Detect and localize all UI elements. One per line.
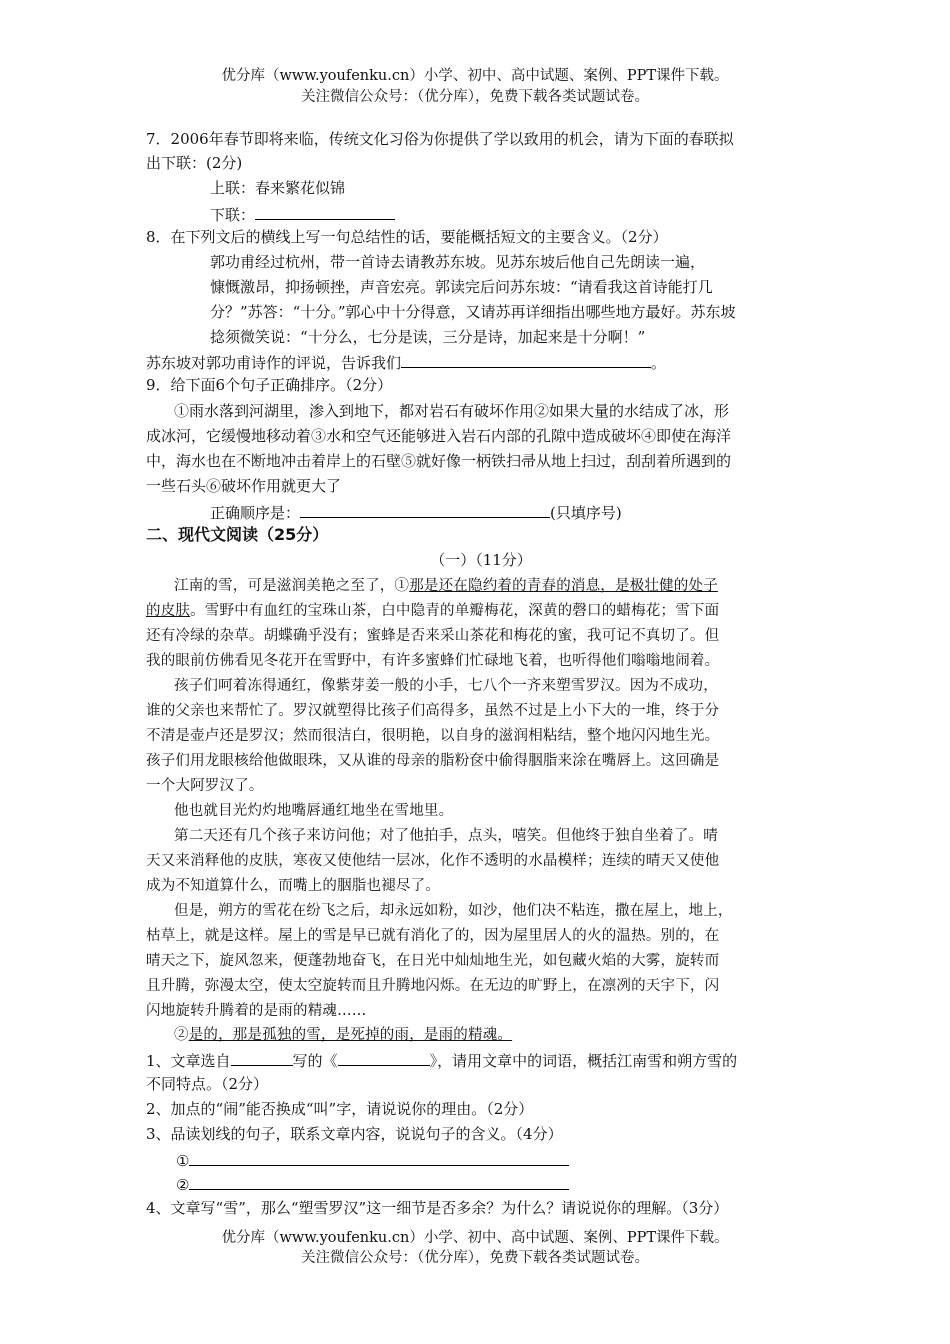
- q8-prompt: 8．在下列文后的横线上写一句总结性的话，要能概括短文的主要含义。（2分）: [146, 228, 668, 246]
- question1-line1: [146, 1047, 816, 1073]
- question3-marker2: ②: [176, 1176, 190, 1194]
- passage-line10: 他也就目光灼灼地嘴唇通红地坐在雪地里。: [174, 803, 454, 819]
- page-header-line2: 关注微信公众号：（优分库），免费下载各类试题试卷。: [301, 89, 649, 105]
- q8-answer-prefix: 苏东坡对郭功甫诗作的评说，告诉我们: [146, 354, 402, 372]
- q7-answer-blank[interactable]: [255, 201, 395, 220]
- section2-title: 二、现代文阅读（25分）: [146, 525, 329, 544]
- passage-line19-marker: ②: [174, 1027, 189, 1043]
- passage-line16: 晴天之下，旋风忽来，便蓬勃地奋飞，在日光中灿灿地生光，如包藏火焰的大雾，旋转而: [146, 953, 720, 969]
- q9-prompt: 9．给下面6个句子正确排序。（2分）: [146, 376, 393, 394]
- page-footer-line2: 关注微信公众号：（优分库），免费下载各类试题试卷。: [301, 1250, 649, 1266]
- passage-line12: 天又来消释他的皮肤，寒夜又使他结一层冰，化作不透明的水晶模样；连续的晴天又使他: [146, 853, 720, 869]
- q9-sentences-line4: 一些石头⑥破坏作用就更大了: [146, 477, 342, 495]
- question3-answer2-blank[interactable]: [189, 1171, 569, 1190]
- passage-line19: [174, 1023, 844, 1047]
- q7-lower-label: 下联：: [210, 206, 256, 224]
- q9-order-blank[interactable]: [300, 499, 550, 518]
- passage-line17: 且升腾，弥漫太空，使太空旋转而且升腾地闪烁。在无边的旷野上，在凛冽的天宇下，闪: [146, 978, 720, 994]
- q8-answer-suffix: 。: [651, 354, 667, 372]
- q9-sentences-line1: ①雨水落到河湖里，渗入到地下，都对岩石有破坏作用②如果大量的水结成了冰，形: [174, 402, 730, 420]
- passage-line5: 孩子们呵着冻得通红，像紫芽姜一般的小手，七八个一齐来塑雪罗汉。因为不成功，: [174, 678, 718, 694]
- question3: 3、品读划线的句子，联系文章内容，说说句子的含义。（4分）: [146, 1125, 563, 1143]
- passage-line6: 谁的父亲也来帮忙了。罗汉就塑得比孩子们高得多，虽然不过是上小下大的一堆，终于分: [146, 703, 720, 719]
- passage-line7: 不清是壶卢还是罗汉；然而很洁白，很明艳，以自身的滋润相粘结，整个地闪闪地生光。: [146, 728, 720, 744]
- q8-passage-line4: 捻须微笑说：“十分么，七分是读，三分是诗，加起来是十分啊！”: [210, 328, 646, 346]
- page-footer-line1: 优分库（www.youfenku.cn）小学、初中、高中试题、案例、PPT课件下载。: [221, 1230, 729, 1246]
- passage-line2-text: 。雪野中有血红的宝珠山茶，白中隐青的单瓣梅花，深黄的磬口的蜡梅花；雪下面: [190, 603, 720, 619]
- q7-lower-couplet: [210, 201, 880, 227]
- underlined-sentence-1b: 的皮肤: [146, 603, 191, 619]
- page-header-line1: 优分库（www.youfenku.cn）小学、初中、高中试题、案例、PPT课件下载。: [221, 68, 729, 84]
- question3-answer1-blank[interactable]: [189, 1147, 569, 1166]
- passage-line4: 我的眼前仿佛看见冬花开在雪野中，有许多蜜蜂们忙碌地飞着，也听得他们嗡嗡地闹着。: [146, 653, 720, 669]
- passage-line2: [146, 599, 816, 623]
- passage-line3: 还有冷绿的杂草。胡蝶确乎没有；蜜蜂是否来采山茶花和梅花的蜜，我可记不真切了。但: [146, 628, 720, 644]
- q7-prompt-line1: 7．2006年春节即将来临，传统文化习俗为你提供了学以致用的机会，请为下面的春联拟: [146, 130, 734, 148]
- q9-order-line: [210, 499, 880, 525]
- question2: 2、加点的“闹”能否换成“叫”字，请说说你的理由。（2分）: [146, 1100, 534, 1118]
- passage-line8: 孩子们用龙眼核给他做眼珠，又从谁的母亲的脂粉奁中偷得胭脂来涂在嘴唇上。这回确是: [146, 753, 720, 769]
- passage-line1: [174, 574, 844, 598]
- section2-subtitle: （一）（11分）: [430, 551, 532, 569]
- question1-part-c: 》，请用文章中的词语，概括江南雪和朔方雪的: [429, 1052, 738, 1070]
- question1-author-blank[interactable]: [231, 1047, 293, 1066]
- q8-passage-line3: 分？”苏答：“十分。”郭心中十分得意，又请苏再详细指出哪些地方最好。苏东坡: [210, 303, 736, 321]
- q8-answer-line: [146, 349, 816, 375]
- q7-prompt-line2: 出下联：(2分): [146, 154, 243, 172]
- question3-answer1: [176, 1147, 846, 1173]
- q8-passage-line2: 慷慨激昂，抑扬顿挫，声音宏亮。郭读完后问苏东坡：“请看我这首诗能打几: [210, 278, 713, 296]
- passage-line14: 但是，朔方的雪花在纷飞之后，却永远如粉，如沙，他们决不粘连，撒在屋上，地上，: [174, 903, 733, 919]
- passage-line13: 成为不知道算什么，而嘴上的胭脂也褪尽了。: [146, 878, 440, 894]
- passage-line18: 闪地旋转升腾着的是雨的精魂……: [146, 1003, 367, 1019]
- question3-answer2: [176, 1171, 846, 1197]
- q7-upper-couplet: 上联：春来繁花似锦: [210, 179, 346, 197]
- passage-line9: 一个大阿罗汉了。: [146, 778, 264, 794]
- q9-sentences-line2: 成冰河，它缓慢地移动着③水和空气还能够进入岩石内部的孔隙中造成破坏④即使在海洋: [146, 427, 732, 445]
- underlined-sentence-2: 是的，那是孤独的雪，是死掉的雨，是雨的精魂。: [188, 1027, 513, 1043]
- passage-line15: 枯草上，就是这样。屋上的雪是早已就有消化了的，因为屋里居人的火的温热。别的，在: [146, 928, 720, 944]
- q9-sentences-line3: 中，海水也在不断地冲击着岸上的石壁⑤就好像一柄铁扫帚从地上扫过，刮刮着所遇到的: [146, 452, 732, 470]
- passage-line11: 第二天还有几个孩子来访问他；对了他拍手，点头，嘻笑。但他终于独自坐着了。晴: [174, 828, 718, 844]
- q8-answer-blank[interactable]: [401, 349, 651, 368]
- question4: 4、文章写“雪”，那么“塑雪罗汉”这一细节是否多余？为什么？请说说你的理解。（3分）: [146, 1199, 729, 1217]
- passage-line1-text: 江南的雪，可是滋润美艳之至了，①: [174, 578, 410, 594]
- q9-order-note: (只填序号): [550, 504, 622, 522]
- question1-line2: 不同特点。（2分）: [146, 1075, 269, 1093]
- question1-part-a: 1、文章选自: [146, 1052, 231, 1070]
- question1-title-blank[interactable]: [338, 1047, 430, 1066]
- q8-passage-line1: 郭功甫经过杭州，带一首诗去请教苏东坡。见苏东坡后他自己先朗读一遍，: [210, 253, 706, 271]
- q9-order-label: 正确顺序是：: [210, 504, 301, 522]
- underlined-sentence-1a: 那是还在隐约着的青春的消息，是极壮健的处子: [409, 578, 718, 594]
- question1-part-b: 写的《: [292, 1052, 338, 1070]
- question3-marker1: ①: [176, 1152, 190, 1170]
